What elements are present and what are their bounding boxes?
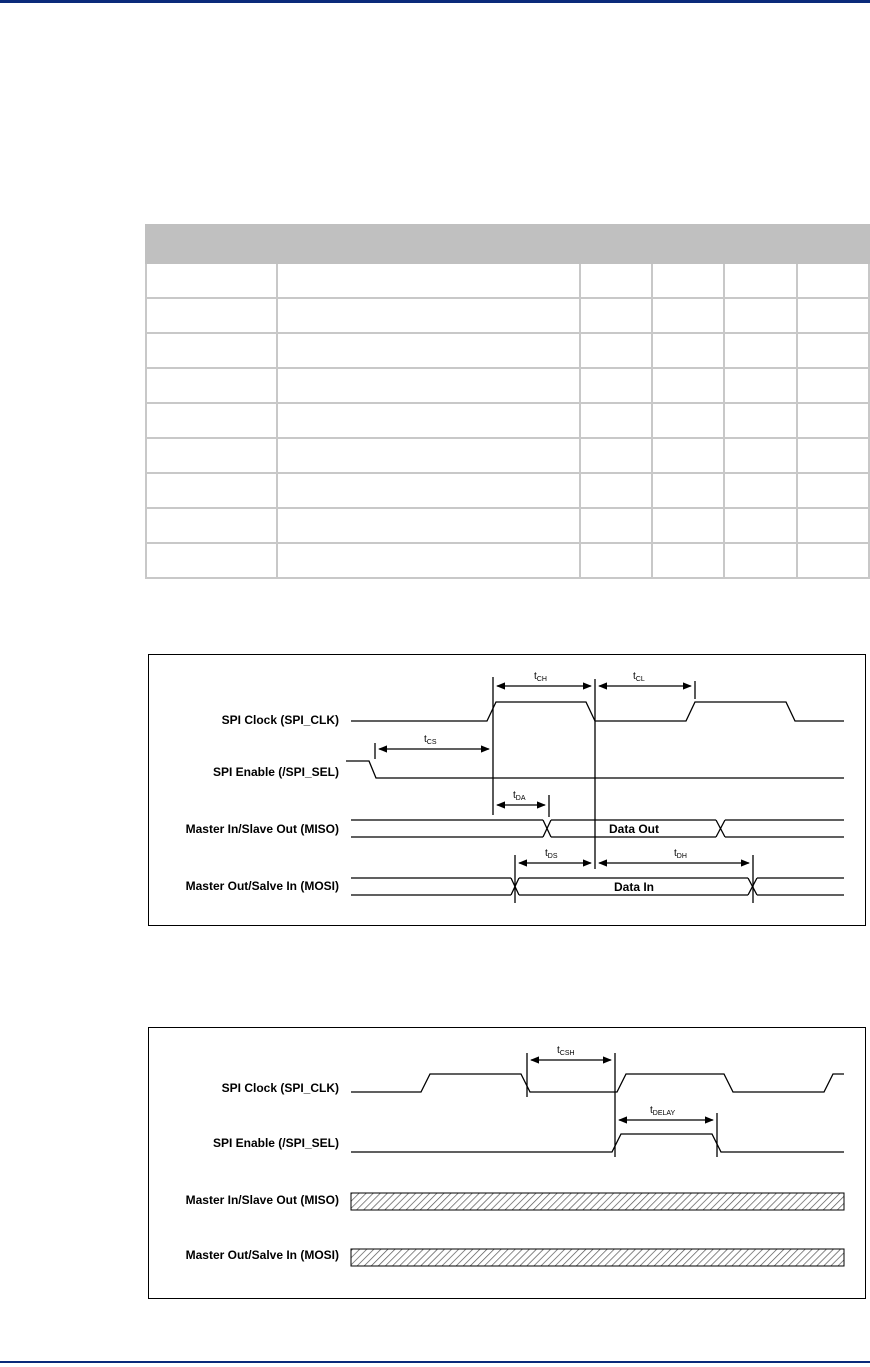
label-mosi: Master Out/Salve In (MOSI): [185, 879, 339, 893]
bottom-rule: [0, 1361, 870, 1363]
top-rule: [0, 0, 870, 3]
miso-waveform: [351, 820, 844, 837]
timing-label-t-da: $t_{DA}$: [513, 790, 526, 802]
mosi-dont-care-bus: [351, 1249, 844, 1266]
timing-spec-table: [145, 224, 870, 579]
label-miso-2: Master In/Slave Out (MISO): [185, 1193, 339, 1207]
table-row: [146, 438, 869, 473]
label-spi-clk-2: SPI Clock (SPI_CLK): [221, 1081, 339, 1095]
timing-label-t-delay: $t_{DELAY}$: [650, 1105, 676, 1117]
mosi-waveform: [351, 878, 844, 895]
sel-waveform-2: [351, 1134, 844, 1152]
table-row: [146, 368, 869, 403]
timing-label-t-dh: $t_{DH}$: [674, 848, 687, 860]
table-row: [146, 508, 869, 543]
clk-waveform-2: [351, 1074, 844, 1092]
timing-label-t-cl: $t_{CL}$: [633, 671, 645, 683]
timing-label-t-csh: $t_{CSH}$: [557, 1045, 575, 1057]
table-row: [146, 298, 869, 333]
table-row: [146, 333, 869, 368]
miso-dont-care-bus: [351, 1193, 844, 1210]
table-row: [146, 263, 869, 298]
timing-label-t-cs: $t_{CS}$: [424, 734, 437, 746]
label-miso: Master In/Slave Out (MISO): [185, 822, 339, 836]
table-row: [146, 403, 869, 438]
data-out-label: Data Out: [608, 822, 660, 836]
spi-deselect-timing-diagram: [148, 1027, 866, 1299]
table-header-row: [146, 225, 869, 263]
spi-transfer-timing-diagram: [148, 654, 866, 926]
timing-label-t-ch: $t_{CH}$: [534, 671, 547, 683]
clk-waveform: [351, 702, 844, 721]
table-row: [146, 473, 869, 508]
data-in-label: Data In: [613, 880, 655, 894]
timing-label-t-ds: $t_{DS}$: [545, 848, 558, 860]
label-spi-sel-2: SPI Enable (/SPI_SEL): [212, 1136, 339, 1150]
table-row: [146, 543, 869, 578]
label-spi-sel: SPI Enable (/SPI_SEL): [212, 765, 339, 779]
label-mosi-2: Master Out/Salve In (MOSI): [185, 1248, 339, 1262]
label-spi-clk: SPI Clock (SPI_CLK): [221, 713, 339, 727]
